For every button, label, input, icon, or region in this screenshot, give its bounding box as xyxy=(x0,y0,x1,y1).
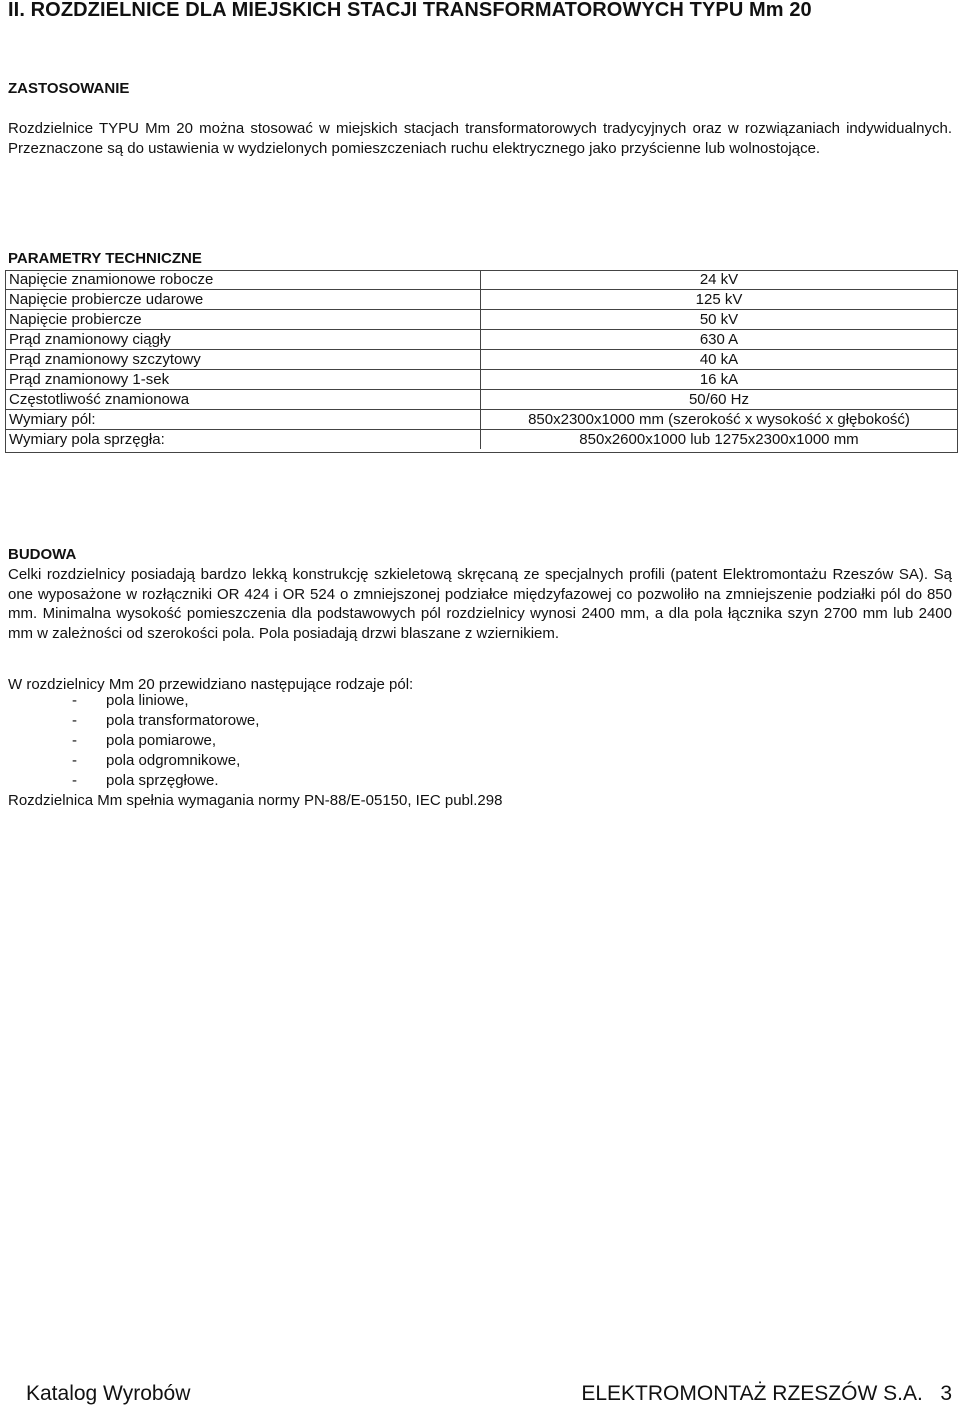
list-item-label: pola odgromnikowe, xyxy=(106,752,241,769)
field-types-list xyxy=(72,691,259,791)
table-row xyxy=(6,430,958,450)
list-item-label: pola pomiarowe, xyxy=(106,732,217,749)
table-row xyxy=(6,410,958,430)
spec-value: 24 kV xyxy=(481,270,958,290)
parametry-heading: PARAMETRY TECHNICZNE xyxy=(8,250,202,267)
table-row xyxy=(6,370,958,390)
list-dash: - xyxy=(72,772,77,789)
list-item xyxy=(72,771,259,791)
spec-value: 50/60 Hz xyxy=(481,390,958,410)
list-item xyxy=(72,711,259,731)
budowa-paragraph: Celki rozdzielnicy posiadają bardzo lekką konstrukcję szkieletową skręcaną ze specjalnych profili (patent Elektromontażu Rzeszów SA). Są one wyposażone w rozłączniki OR 424 i OR 524 o zmniejszonej podziałce międzyfazowej co pozwoliło na zmniejszenie podziałki pól do 850 mm. Minimalna wysokość pomieszczenia dla podstawowych pól rozdzielnicy wynosi 2400 mm, a dla pola łącznika szyn 2700 mm lub 2400 mm w zależności od szerokości pola. Pola posiadają drzwi blaszane z wziernikiem. xyxy=(8,566,952,642)
list-item xyxy=(72,731,259,751)
spec-label: Napięcie probiercze xyxy=(6,310,481,330)
footer-catalog-label: Katalog Wyrobów xyxy=(26,1382,191,1405)
spec-label: Prąd znamionowy 1-sek xyxy=(6,370,481,390)
list-item xyxy=(72,691,259,711)
list-dash: - xyxy=(72,752,77,769)
list-dash: - xyxy=(72,732,77,749)
list-item-label: pola sprzęgłowe. xyxy=(106,772,219,789)
budowa-heading: BUDOWA xyxy=(8,546,77,563)
spec-value: 16 kA xyxy=(481,370,958,390)
list-dash: - xyxy=(72,692,77,709)
spec-value: 125 kV xyxy=(481,290,958,310)
table-row xyxy=(6,290,958,310)
zastosowanie-heading: ZASTOSOWANIE xyxy=(8,80,130,97)
zastosowanie-paragraph: Rozdzielnice TYPU Mm 20 można stosować w miejskich stacjach transformatorowych tradycyjnych oraz w rozwiązaniach indywidualnych. Przeznaczone są do ustawienia w wydzielonych pomieszczeniach ruchu elektrycznego jako przyścienne lub wolnostojące. xyxy=(8,120,952,157)
page-title: II. ROZDZIELNICE DLA MIEJSKICH STACJI TRANSFORMATOROWYCH TYPU Mm 20 xyxy=(8,0,812,21)
spec-label: Wymiary pola sprzęgła: xyxy=(6,430,481,450)
list-item xyxy=(72,751,259,771)
spec-value: 630 A xyxy=(481,330,958,350)
list-item-label: pola liniowe, xyxy=(106,692,189,709)
spec-label: Prąd znamionowy szczytowy xyxy=(6,350,481,370)
spec-table xyxy=(5,270,958,449)
list-item-label: pola transformatorowe, xyxy=(106,712,260,729)
spec-value: 40 kA xyxy=(481,350,958,370)
spec-label: Częstotliwość znamionowa xyxy=(6,390,481,410)
table-row xyxy=(6,330,958,350)
table-row xyxy=(6,310,958,330)
list-intro: W rozdzielnicy Mm 20 przewidziano następujące rodzaje pól: xyxy=(8,676,414,693)
spec-label: Wymiary pól: xyxy=(6,410,481,430)
table-row xyxy=(6,350,958,370)
list-dash: - xyxy=(72,712,77,729)
spec-value: 50 kV xyxy=(481,310,958,330)
spec-label: Prąd znamionowy ciągły xyxy=(6,330,481,350)
norm-text: Rozdzielnica Mm spełnia wymagania normy PN-88/E-05150, IEC publ.298 xyxy=(8,792,503,809)
spec-value: 850x2300x1000 mm (szerokość x wysokość x głębokość) xyxy=(481,410,958,430)
spec-label: Napięcie znamionowe robocze xyxy=(6,270,481,290)
footer-company-page: ELEKTROMONTAŻ RZESZÓW S.A. 3 xyxy=(581,1382,952,1405)
spec-label: Napięcie probiercze udarowe xyxy=(6,290,481,310)
spec-value: 850x2600x1000 lub 1275x2300x1000 mm xyxy=(481,430,958,450)
table-row xyxy=(6,390,958,410)
table-row xyxy=(6,270,958,290)
